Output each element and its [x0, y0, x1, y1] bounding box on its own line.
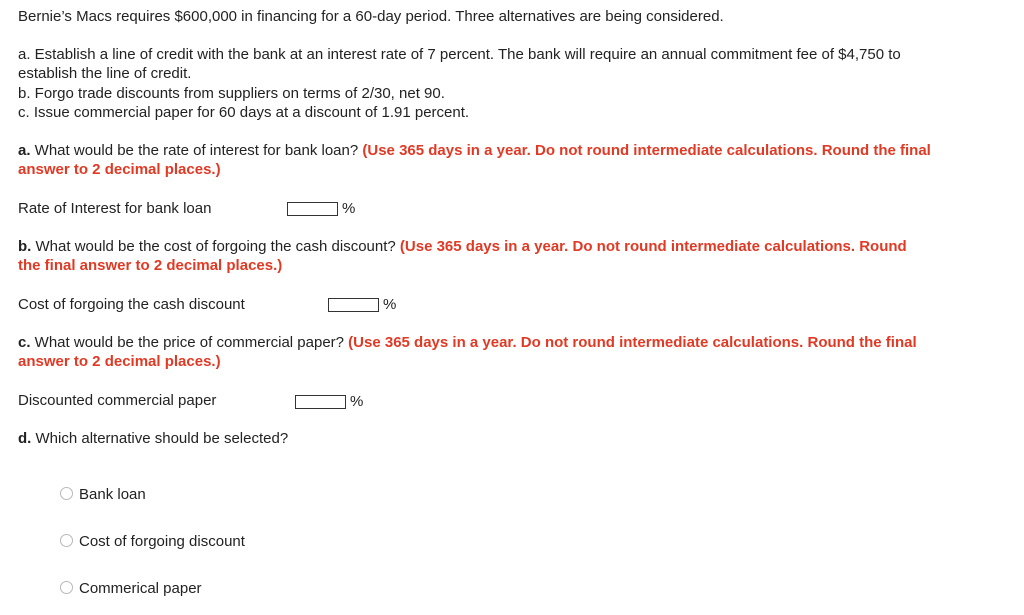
part-b-field-label: Cost of forgoing the cash discount [18, 296, 245, 313]
part-d-letter: d. [18, 430, 32, 447]
part-c-instruction-1: (Use 365 days in a year. Do not round intermediate calculations. Round the final [348, 334, 917, 351]
part-c-question-text: What would be the price of commercial paper? [30, 334, 349, 351]
bank-loan-option-label[interactable]: Bank loan [79, 486, 146, 503]
cost-of-forgoing-discount-radio[interactable] [60, 534, 73, 547]
problem-intro: Bernie’s Macs requires $600,000 in financing for a 60-day period. Three alternatives are being considered. [18, 8, 724, 25]
bank-loan-rate-input[interactable] [287, 202, 338, 216]
part-c-question [18, 333, 917, 352]
part-b-question-text: What would be the cost of forgoing the cash discount? [31, 238, 400, 255]
part-b-letter: b. [18, 238, 32, 255]
part-b-instruction-1: (Use 365 days in a year. Do not round intermediate calculations. Round [399, 238, 907, 255]
part-d-question [18, 429, 288, 448]
part-b-percent-unit: % [383, 296, 397, 313]
part-c-instruction-2: answer to 2 decimal places.) [18, 353, 221, 370]
part-a-question [18, 141, 931, 160]
part-b-question [18, 237, 907, 256]
bank-loan-radio[interactable] [60, 487, 73, 500]
cost-of-forgoing-discount-option-label[interactable]: Cost of forgoing discount [79, 533, 245, 550]
part-c-letter: c. [18, 334, 31, 351]
part-a-letter: a. [18, 142, 31, 159]
alternative-c: c. Issue commercial paper for 60 days at a discount of 1.91 percent. [18, 104, 470, 121]
part-a-field-label: Rate of Interest for bank loan [18, 200, 212, 217]
commercial-paper-radio[interactable] [60, 581, 73, 594]
alternative-b: b. Forgo trade discounts from suppliers on terms of 2/30, net 90. [18, 85, 445, 102]
commercial-paper-price-input[interactable] [295, 395, 346, 409]
part-b-instruction-2: the final answer to 2 decimal places.) [18, 257, 283, 274]
part-c-field-label: Discounted commercial paper [18, 392, 217, 409]
commercial-paper-option-label[interactable]: Commerical paper [79, 580, 202, 597]
cash-discount-cost-input[interactable] [328, 298, 379, 312]
part-a-instruction-2: answer to 2 decimal places.) [18, 161, 221, 178]
part-a-instruction-1: (Use 365 days in a year. Do not round intermediate calculations. Round the final [362, 142, 931, 159]
part-c-percent-unit: % [350, 393, 364, 410]
alternative-a-line-1: a. Establish a line of credit with the bank at an interest rate of 7 percent. The bank will require an annual commitment fee of $4,750 to [18, 46, 901, 63]
alternative-a-line-2: establish the line of credit. [18, 65, 192, 82]
part-a-question-text: What would be the rate of interest for bank loan? [30, 142, 363, 159]
part-d-question-text: Which alternative should be selected? [31, 430, 289, 447]
part-a-percent-unit: % [342, 200, 356, 217]
